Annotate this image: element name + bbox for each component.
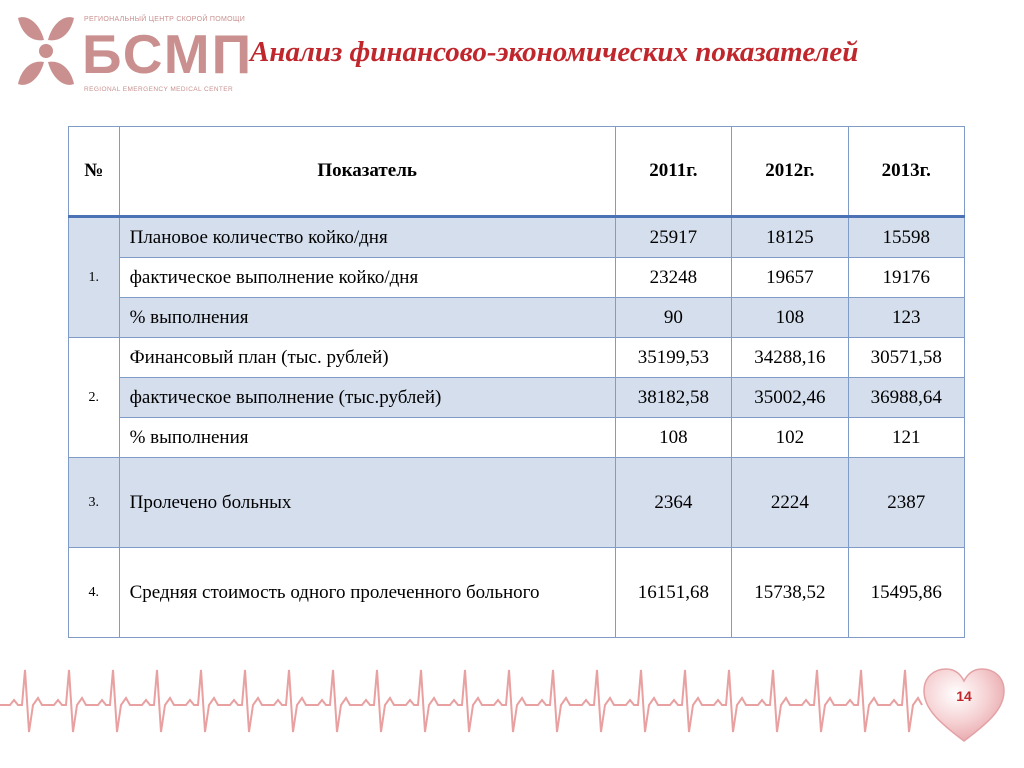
row-label: Средняя стоимость одного пролеченного больного	[119, 548, 615, 638]
logo-top-text: РЕГИОНАЛЬНЫЙ ЦЕНТР СКОРОЙ ПОМОЩИ	[84, 16, 246, 23]
header-2011: 2011г.	[615, 127, 731, 217]
page-number: 14	[956, 688, 972, 704]
row-label: Пролечено больных	[119, 458, 615, 548]
table-row	[69, 298, 965, 338]
heart-icon	[920, 665, 1008, 745]
cell-2011: 16151,68	[615, 548, 731, 638]
group-index: 1.	[69, 217, 120, 338]
row-label: фактическое выполнение (тыс.рублей)	[119, 378, 615, 418]
table-row	[69, 258, 965, 298]
row-label: % выполнения	[119, 418, 615, 458]
table-header-row	[69, 127, 965, 217]
cell-2011: 108	[615, 418, 731, 458]
header-2013: 2013г.	[848, 127, 964, 217]
cell-2011: 2364	[615, 458, 731, 548]
cell-2012: 34288,16	[732, 338, 848, 378]
logo-name: БСМП	[82, 23, 254, 85]
table-row	[69, 458, 965, 548]
table-row	[69, 217, 965, 258]
cell-2012: 35002,46	[732, 378, 848, 418]
indicators-table	[68, 126, 965, 638]
page-title: Анализ финансово-экономических показателей	[250, 36, 859, 68]
group-index: 3.	[69, 458, 120, 548]
row-label: Финансовый план (тыс. рублей)	[119, 338, 615, 378]
cell-2011: 35199,53	[615, 338, 731, 378]
cell-2013: 36988,64	[848, 378, 964, 418]
table-row	[69, 378, 965, 418]
cell-2011: 38182,58	[615, 378, 731, 418]
cell-2013: 15495,86	[848, 548, 964, 638]
cell-2013: 30571,58	[848, 338, 964, 378]
logo	[14, 14, 254, 94]
cell-2013: 15598	[848, 217, 964, 258]
cell-2011: 23248	[615, 258, 731, 298]
table-row	[69, 548, 965, 638]
cell-2012: 2224	[732, 458, 848, 548]
cell-2012: 108	[732, 298, 848, 338]
cell-2011: 25917	[615, 217, 731, 258]
cell-2012: 15738,52	[732, 548, 848, 638]
cell-2012: 19657	[732, 258, 848, 298]
ecg-line-decoration	[0, 660, 1024, 750]
cell-2011: 90	[615, 298, 731, 338]
logo-bottom-text: REGIONAL EMERGENCY MEDICAL CENTER	[84, 86, 234, 93]
cell-2013: 19176	[848, 258, 964, 298]
row-label: % выполнения	[119, 298, 615, 338]
group-index: 2.	[69, 338, 120, 458]
cell-2013: 121	[848, 418, 964, 458]
cell-2012: 102	[732, 418, 848, 458]
cell-2012: 18125	[732, 217, 848, 258]
cell-2013: 2387	[848, 458, 964, 548]
header-2012: 2012г.	[732, 127, 848, 217]
row-label: фактическое выполнение койко/дня	[119, 258, 615, 298]
row-label: Плановое количество койко/дня	[119, 217, 615, 258]
table-row	[69, 338, 965, 378]
cell-2013: 123	[848, 298, 964, 338]
header-indicator: Показатель	[119, 127, 615, 217]
group-index: 4.	[69, 548, 120, 638]
logo-cross-icon	[14, 14, 78, 88]
table-row	[69, 418, 965, 458]
header-num: №	[69, 127, 120, 217]
